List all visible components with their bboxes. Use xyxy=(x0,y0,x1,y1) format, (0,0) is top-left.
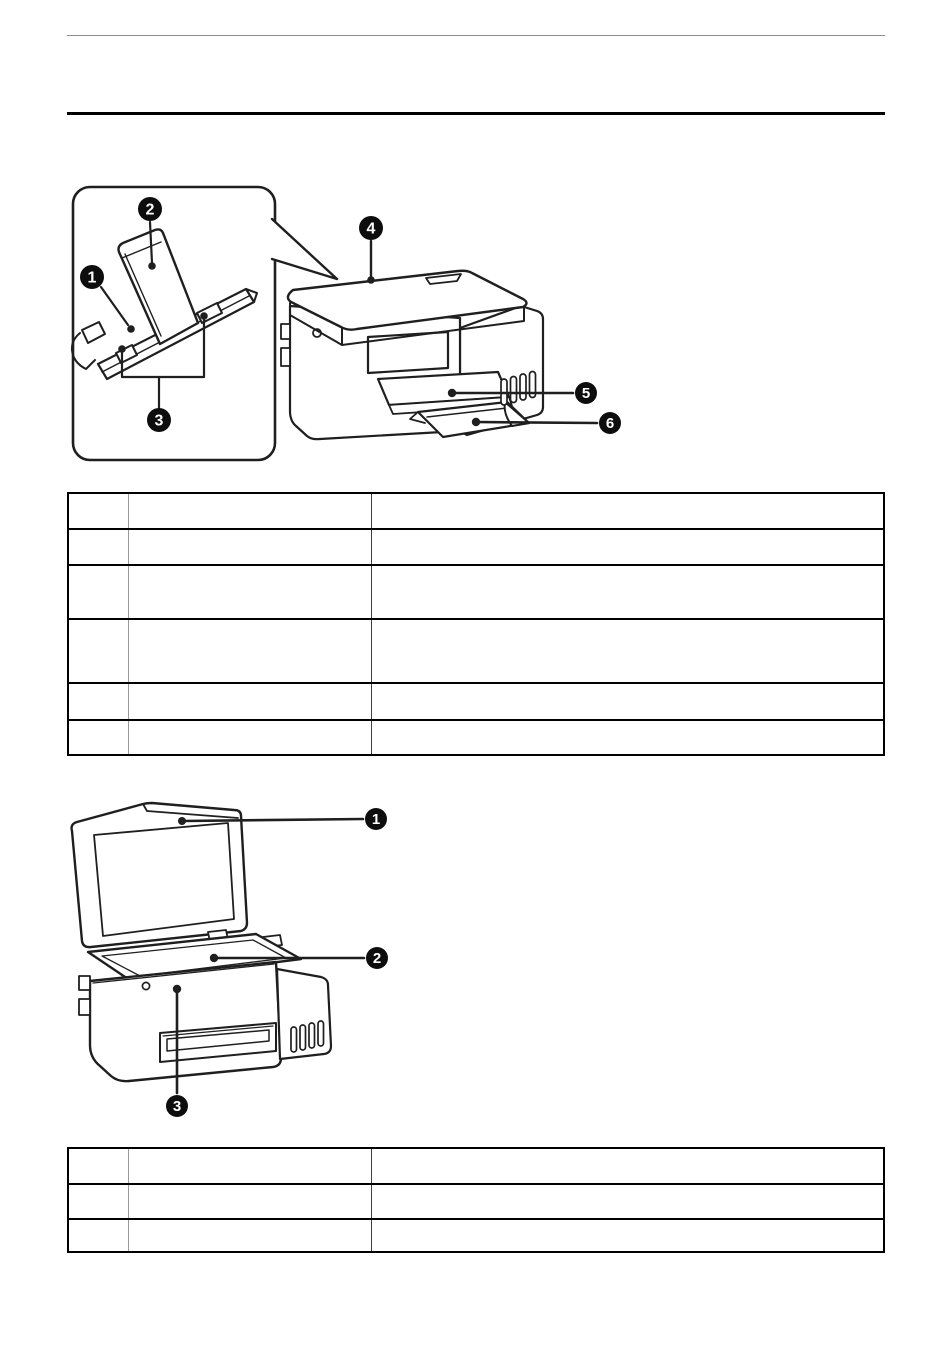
printer-front-artwork xyxy=(281,271,543,439)
callout-number: 4 xyxy=(366,220,376,238)
table-cell xyxy=(128,494,371,528)
pointer-dot xyxy=(148,262,156,270)
table-cell xyxy=(128,1220,371,1251)
table-cell xyxy=(69,494,128,528)
table-cell xyxy=(69,684,128,719)
scanner-artwork xyxy=(72,803,331,1081)
table-cell xyxy=(69,530,128,564)
callout-number: 1 xyxy=(87,269,97,287)
table-cell xyxy=(371,1220,883,1251)
table-cell xyxy=(128,1185,371,1218)
callout-6-leader xyxy=(476,422,597,423)
table-row xyxy=(69,1183,883,1218)
scanner-parts-diagram xyxy=(60,790,420,1120)
table-row xyxy=(69,719,883,754)
header-top-rule xyxy=(67,35,885,36)
callout-badge-1 xyxy=(80,265,104,289)
table-cell xyxy=(69,1220,128,1251)
callout-number: 1 xyxy=(371,811,381,828)
callout-number: 2 xyxy=(145,201,155,219)
table-row xyxy=(69,1149,883,1183)
table-cell xyxy=(128,620,371,682)
callout-number: 3 xyxy=(154,412,164,430)
table-row xyxy=(69,682,883,719)
pointer-dot xyxy=(200,312,208,320)
table-cell xyxy=(371,1149,883,1183)
pointer-dot xyxy=(367,276,375,284)
parts-table-scanner xyxy=(67,1147,885,1253)
callout-badge-4 xyxy=(359,216,383,240)
callout-number: 3 xyxy=(172,1098,182,1115)
table-row xyxy=(69,528,883,564)
table-cell xyxy=(128,530,371,564)
table-cell xyxy=(371,530,883,564)
pointer-dot xyxy=(178,817,186,825)
table-row xyxy=(69,1218,883,1251)
pointer-dot xyxy=(118,345,126,353)
table-cell xyxy=(69,566,128,618)
callout-badge-2 xyxy=(138,197,162,221)
table-row xyxy=(69,564,883,618)
pointer-dot xyxy=(448,389,456,397)
table-cell xyxy=(69,721,128,754)
table-cell xyxy=(69,1185,128,1218)
table-cell xyxy=(128,684,371,719)
callout-badge-5 xyxy=(575,382,597,404)
table-cell xyxy=(69,1149,128,1183)
pointer-dot xyxy=(173,985,181,993)
table-row xyxy=(69,618,883,682)
callout-badge-3 xyxy=(166,1095,188,1117)
table-cell xyxy=(69,620,128,682)
table-cell xyxy=(371,494,883,528)
table-cell xyxy=(371,684,883,719)
pointer-dot xyxy=(127,325,135,333)
table-cell xyxy=(371,620,883,682)
callout-badge-1 xyxy=(365,808,387,830)
callout-number: 5 xyxy=(581,385,591,402)
section-title-rule xyxy=(67,112,885,115)
callout-badge-6 xyxy=(599,412,621,434)
callout-number: 6 xyxy=(605,415,615,432)
table-cell xyxy=(128,1149,371,1183)
callout-number: 2 xyxy=(372,950,382,967)
table-cell xyxy=(128,721,371,754)
table-cell xyxy=(371,566,883,618)
parts-table-front xyxy=(67,492,885,756)
table-cell xyxy=(371,1185,883,1218)
table-cell xyxy=(128,566,371,618)
pointer-dot xyxy=(210,954,218,962)
table-row xyxy=(69,494,883,528)
table-cell xyxy=(371,721,883,754)
callout-badge-3 xyxy=(147,408,171,432)
printer-front-diagram xyxy=(60,160,660,475)
callout-badge-2 xyxy=(366,947,388,969)
pointer-dot xyxy=(472,418,480,426)
